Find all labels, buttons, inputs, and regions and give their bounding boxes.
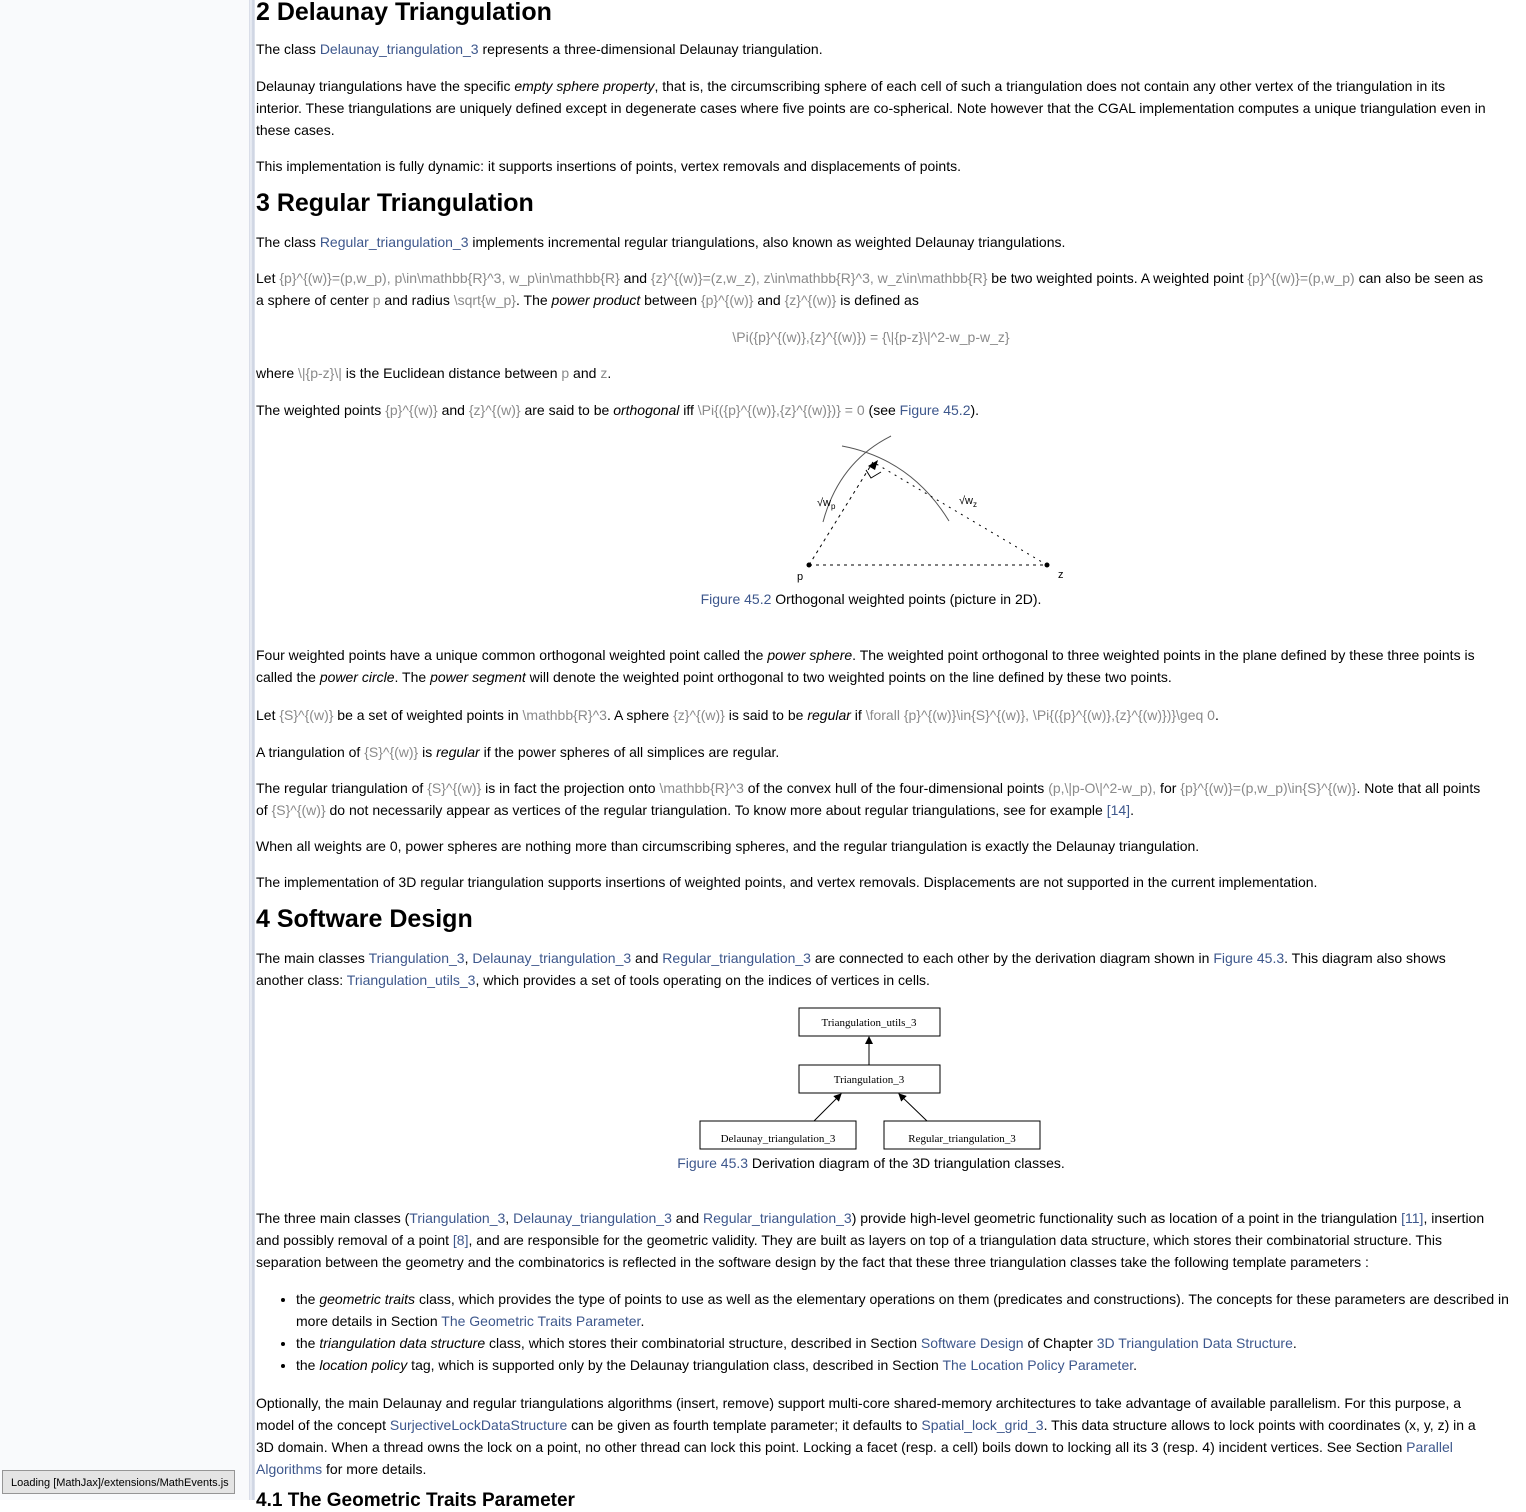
text: , insertion and possibly removal of a point — [256, 1210, 1485, 1248]
text: and — [753, 292, 785, 308]
math: \|{p-z}\| — [298, 365, 342, 381]
link-regular-triangulation-3[interactable]: Regular_triangulation_3 — [662, 950, 811, 966]
text: of Chapter — [1023, 1335, 1097, 1351]
link-delaunay-triangulation-3[interactable]: Delaunay_triangulation_3 — [513, 1210, 672, 1226]
text: and — [631, 950, 663, 966]
section-3-title: 3 Regular Triangulation — [256, 189, 534, 217]
power-product-equation: \Pi({p}^{(w)},{z}^{(w)}) = {\|{p-z}\|^2-w_p-w_z} — [732, 329, 1010, 345]
mathjax-loading-status: Loading [MathJax]/extensions/MathEvents.js — [2, 1470, 235, 1494]
text: ) provide high-level geometric functionality such as location of a point in the triangulation — [851, 1210, 1402, 1226]
link-figure-45-2-caption[interactable]: Figure 45.2 — [700, 591, 772, 607]
emphasis: power segment — [430, 669, 526, 685]
text: the — [296, 1357, 320, 1373]
text: and — [569, 365, 601, 381]
link-surjective-lock-data-structure[interactable]: SurjectiveLockDataStructure — [389, 1417, 568, 1433]
emphasis: geometric traits — [319, 1291, 416, 1307]
subscript-p: p — [831, 502, 836, 511]
text: is — [418, 744, 437, 760]
text: Optionally, the main Delaunay and regular triangulations algorithms (insert, remove) support multi-core shared-memory architectures to take advantage of available parallelism. For this purpose, a model of the concept — [256, 1395, 1462, 1433]
text: will denote the weighted point orthogonal to two weighted points on the line defined by these two points. — [525, 669, 1172, 685]
text: and — [671, 1210, 704, 1226]
link-regular-triangulation-3[interactable]: Regular_triangulation_3 — [703, 1210, 852, 1226]
text: . The — [515, 292, 552, 308]
text: is the Euclidean distance between — [341, 365, 562, 381]
text: do not necessarily appear as vertices of the regular triangulation. To know more about regular triangulations, see for example — [325, 802, 1107, 818]
emphasis: power sphere — [767, 647, 853, 663]
text: implements incremental regular triangulations, also known as weighted Delaunay triangulations. — [468, 234, 1066, 250]
text: are connected to each other by the derivation diagram shown in — [810, 950, 1214, 966]
section-2-title: 2 Delaunay Triangulation — [256, 0, 552, 26]
link-triangulation-utils-3[interactable]: Triangulation_utils_3 — [346, 972, 476, 988]
inheritance-arrow — [814, 1094, 841, 1121]
emphasis: power circle — [319, 669, 395, 685]
text: and radius — [380, 292, 454, 308]
text: for — [1156, 780, 1181, 796]
text: the — [296, 1291, 320, 1307]
text: The class — [256, 41, 320, 57]
text: is said to be — [724, 707, 808, 723]
math: {z}^{(w)} — [468, 402, 521, 418]
text: be two weighted points. A weighted point — [987, 270, 1248, 286]
paragraph — [256, 362, 1486, 384]
text: are said to be — [520, 402, 614, 418]
paragraph: This implementation is fully dynamic: it supports insertions of points, vertex removals and displacements of points. — [256, 158, 961, 174]
class-label-delaunay-triangulation-3: Delaunay_triangulation_3 — [720, 1133, 836, 1145]
link-figure-45-2[interactable]: Figure 45.2 — [899, 402, 971, 418]
label-sqrt-wp: $√w_p$ — [817, 497, 836, 511]
figure-orthogonal-points — [256, 434, 1486, 610]
section-link[interactable]: 3D Triangulation Data Structure — [1096, 1335, 1293, 1351]
text: of the convex hull of the four-dimensional points — [743, 780, 1049, 796]
citation-link-14[interactable]: [14] — [1106, 802, 1131, 818]
paragraph — [256, 75, 1486, 141]
text: . Note that all points of — [256, 780, 1481, 818]
text: and — [619, 270, 651, 286]
emphasis: power product — [551, 292, 641, 308]
emphasis: orthogonal — [613, 402, 680, 418]
text: can be given as fourth template parameter; it defaults to — [567, 1417, 922, 1433]
figure-caption — [256, 588, 1486, 610]
class-label-triangulation-utils-3: Triangulation_utils_3 — [821, 1017, 917, 1029]
math: {z}^{(w)}=(z,w_z), z\in\mathbb{R}^3, w_z\in\mathbb{R} — [650, 270, 988, 286]
text: , which provides a set of tools operating on the indices of vertices in cells. — [475, 972, 930, 988]
math: {p}^{(w)}=(p,w_p) — [1247, 270, 1355, 286]
text: . A sphere — [606, 707, 674, 723]
list-item — [296, 1354, 1526, 1376]
text: . — [1292, 1335, 1297, 1351]
text: where — [256, 365, 299, 381]
text: if — [850, 707, 866, 723]
text: can also be seen as a sphere of center — [256, 270, 1484, 308]
link-regular-triangulation-3[interactable]: Regular_triangulation_3 — [319, 234, 469, 250]
paragraph — [256, 1392, 1486, 1480]
link-parallel-algorithms[interactable]: Parallel Algorithms — [256, 1439, 1453, 1477]
text: The main classes — [256, 950, 369, 966]
right-angle-marker — [866, 470, 881, 478]
emphasis: location policy — [319, 1357, 408, 1373]
sidebar-resize-handle[interactable] — [249, 0, 255, 1500]
section-link[interactable]: The Geometric Traits Parameter — [441, 1313, 641, 1329]
text: , — [505, 1210, 514, 1226]
paragraph — [256, 399, 1486, 421]
emphasis: regular — [436, 744, 480, 760]
figure-caption — [256, 1152, 1486, 1174]
derivation-diagram — [699, 1006, 1043, 1152]
paragraph — [256, 704, 1486, 726]
caption-text: Derivation diagram of the 3D triangulation classes. — [748, 1155, 1065, 1171]
math: \Pi{({p}^{(w)},{z}^{(w)})} = 0 — [697, 402, 865, 418]
paragraph — [256, 267, 1486, 311]
label-point-p: p — [797, 571, 804, 583]
list-item — [296, 1288, 1526, 1332]
figure-derivation-diagram — [256, 1006, 1486, 1174]
emphasis: triangulation data structure — [319, 1335, 486, 1351]
citation-link-11[interactable]: [11] — [1401, 1210, 1424, 1226]
text: Let — [256, 707, 280, 723]
math: {p}^{(w)} — [385, 402, 438, 418]
class-label-regular-triangulation-3: Regular_triangulation_3 — [908, 1133, 1016, 1145]
math: {p}^{(w)}=(p,w_p), p\in\mathbb{R}^3, w_p\in\mathbb{R} — [279, 270, 620, 286]
math: {z}^{(w)} — [784, 292, 837, 308]
text: A triangulation of — [256, 744, 365, 760]
link-figure-45-3[interactable]: Figure 45.3 — [1213, 950, 1285, 966]
class-label-triangulation-3: Triangulation_3 — [833, 1074, 905, 1086]
math: {S}^{(w)} — [279, 707, 334, 723]
paragraph: The implementation of 3D regular triangulation supports insertions of weighted points, and vertex removals. Displacements are not supported in the current implementation. — [256, 874, 1318, 890]
subscript-z: z — [973, 500, 977, 509]
subsection-title: 4.1 The Geometric Traits Parameter — [256, 1490, 575, 1511]
text: , that is, the circumscribing sphere of each cell of such a triangulation does not contain any other vertex of the triangulation in its interior. These triangulations are uniquely defined except in degenerate cases where five points are co-spherical. Note however that the CGAL implementation computes a unique triangulation even in these cases. — [256, 78, 1486, 138]
math: {z}^{(w)} — [673, 707, 725, 723]
text: , and are responsible for the geometric validity. They are built as layers on top of a triangulation data structure, which stores their combinatorial structure. This separation between the geometry and the combinatorics is reflected in the software design by the fact that these three triangulation classes take the following template parameters : — [256, 1232, 1442, 1270]
math: {p}^{(w)}=(p,w_p)\in{S}^{(w)} — [1180, 780, 1357, 796]
text: Let — [256, 270, 280, 286]
link-triangulation-3[interactable]: Triangulation_3 — [368, 950, 465, 966]
inheritance-arrow — [899, 1094, 927, 1121]
text: class, which stores their combinatorial structure, described in Section — [485, 1335, 921, 1351]
radius-z — [873, 462, 1047, 565]
paragraph — [256, 1207, 1486, 1273]
text: . — [1214, 707, 1219, 723]
text: the — [296, 1335, 320, 1351]
text: if the power spheres of all simplices are regular. — [479, 744, 780, 760]
text: . — [640, 1313, 645, 1329]
math: {S}^{(w)} — [364, 744, 419, 760]
link-delaunay-triangulation-3[interactable]: Delaunay_triangulation_3 — [472, 950, 632, 966]
math: \forall {p}^{(w)}\in{S}^{(w)}, \Pi{({p}^{(w)},{z}^{(w)})}\geq 0 — [865, 707, 1215, 723]
text: . The weighted point orthogonal to three weighted points in the plane defined by these three points is called the — [256, 647, 1475, 685]
math: {S}^{(w)} — [427, 780, 482, 796]
point-z-marker — [1045, 563, 1050, 568]
citation-link-8[interactable]: [8] — [452, 1232, 469, 1248]
label-wz: w — [965, 495, 973, 507]
text: for more details. — [322, 1461, 427, 1477]
emphasis: regular — [807, 707, 851, 723]
text: The weighted points — [256, 402, 386, 418]
math: \mathbb{R}^3 — [522, 707, 607, 723]
text: class, which provides the type of points to use as well as the elementary operations on them (predicates and constructions). The concepts for these parameters are described in more details in Section — [296, 1291, 1509, 1329]
navigation-sidebar — [0, 0, 249, 1500]
link-triangulation-3[interactable]: Triangulation_3 — [409, 1210, 506, 1226]
text: iff — [679, 402, 698, 418]
text: . — [607, 365, 612, 381]
math: p — [372, 292, 381, 308]
label-sqrt-wz: $√w_z$ — [959, 495, 977, 509]
label-wp: w — [823, 497, 831, 509]
text: The class — [256, 234, 320, 250]
paragraph: When all weights are 0, power spheres are nothing more than circumscribing spheres, and the regular triangulation is exactly the Delaunay triangulation. — [256, 838, 1200, 854]
link-spatial-lock-grid-3[interactable]: Spatial_lock_grid_3 — [921, 1417, 1044, 1433]
paragraph — [256, 947, 1486, 991]
paragraph — [256, 38, 1486, 60]
list-item — [296, 1332, 1526, 1354]
section-link[interactable]: Software Design — [920, 1335, 1024, 1351]
caption-text: Orthogonal weighted points (picture in 2D). — [771, 591, 1042, 607]
paragraph — [256, 777, 1486, 821]
text: , — [464, 950, 473, 966]
text: . The — [394, 669, 431, 685]
text: . — [1130, 802, 1134, 818]
text: represents a three-dimensional Delaunay triangulation. — [478, 41, 823, 57]
text: is in fact the projection onto — [481, 780, 660, 796]
section-4-title: 4 Software Design — [256, 905, 473, 933]
text: Four weighted points have a unique common orthogonal weighted point called the — [256, 647, 768, 663]
text: be a set of weighted points in — [333, 707, 523, 723]
paragraph — [256, 741, 1486, 763]
math: \sqrt{w_p} — [453, 292, 516, 308]
point-p-marker — [807, 563, 812, 568]
paragraph — [256, 231, 1486, 253]
template-parameter-list — [256, 1288, 1526, 1376]
text: ). — [970, 402, 980, 418]
math: (p,\|p-O\|^2-w_p), — [1048, 780, 1157, 796]
text: The regular triangulation of — [256, 780, 428, 796]
link-delaunay-triangulation-3[interactable]: Delaunay_triangulation_3 — [319, 41, 479, 57]
text: . — [1133, 1357, 1138, 1373]
radius-p — [809, 462, 873, 565]
section-link[interactable]: The Location Policy Parameter — [942, 1357, 1134, 1373]
text: is defined as — [836, 292, 919, 308]
text: . This diagram also shows another class: — [256, 950, 1446, 988]
text: Delaunay triangulations have the specific — [256, 78, 515, 94]
emphasis: empty sphere property — [514, 78, 655, 94]
label-point-z: z — [1058, 569, 1064, 581]
paragraph — [256, 644, 1486, 688]
orthogonal-points-image — [721, 434, 1064, 584]
text: . This data structure allows to lock points with coordinates (x, y, z) in a 3D domain. When a thread owns the lock on a point, no other thread can lock this point. Locking a facet (resp. a cell) boils down to locking all its 3 (resp. 4) incident vertices. See Section — [256, 1417, 1476, 1455]
circle-arc-p — [842, 446, 949, 521]
text: (see — [864, 402, 900, 418]
text: The three main classes ( — [256, 1210, 410, 1226]
text: tag, which is supported only by the Delaunay triangulation class, described in Section — [407, 1357, 943, 1373]
math: {p}^{(w)} — [700, 292, 754, 308]
link-figure-45-3-caption[interactable]: Figure 45.3 — [677, 1155, 749, 1171]
math: z — [600, 365, 608, 381]
math: \mathbb{R}^3 — [659, 780, 744, 796]
math: p — [561, 365, 570, 381]
text: between — [640, 292, 701, 308]
math: {S}^{(w)} — [271, 802, 326, 818]
text: and — [437, 402, 469, 418]
